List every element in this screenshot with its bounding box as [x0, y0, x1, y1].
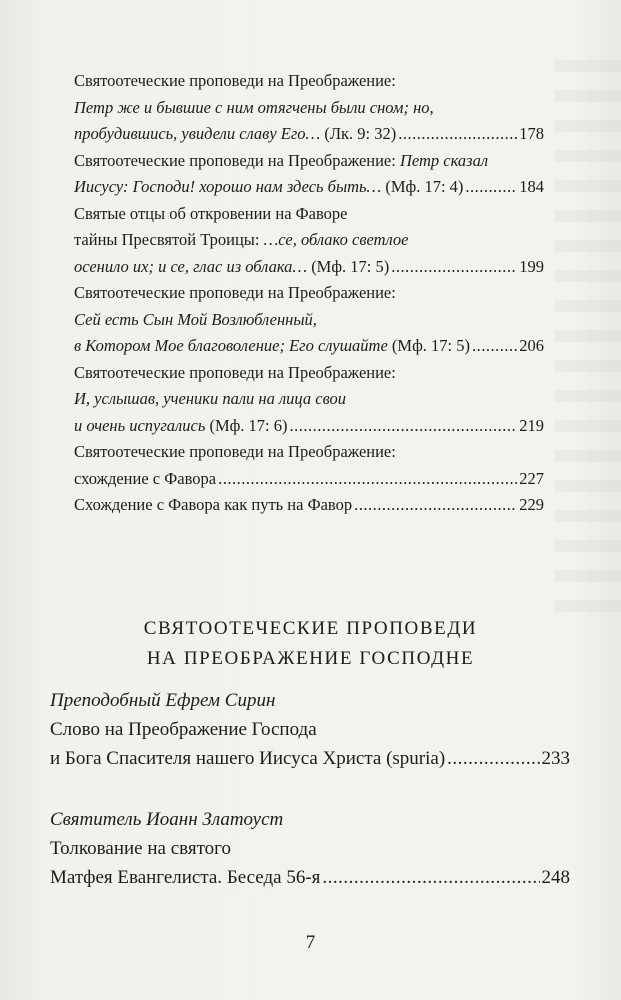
toc-roman-text: (Лк. 9: 32) — [320, 124, 397, 143]
toc-italic-text: Сей есть Сын Мой Возлюбленный, — [74, 309, 317, 329]
toc-line — [74, 466, 544, 493]
toc-roman-text: Схождение с Фавора как путь на Фавор — [74, 495, 353, 514]
toc-roman-text: Святоотеческие проповеди на Преображение: — [74, 150, 400, 170]
leader-dots — [398, 121, 517, 148]
toc-line — [50, 863, 570, 892]
toc-italic-text: Петр же и бывшие с ним отягчены были сном; но, — [74, 97, 434, 117]
toc-line-text — [74, 492, 352, 519]
toc-line-text: и Бога Спасителя нашего Иисуса Христа (spuria) — [50, 748, 446, 769]
toc-line — [74, 439, 544, 466]
toc-line-text — [74, 439, 396, 466]
toc-page-number: 229 — [519, 495, 544, 514]
toc-line — [74, 121, 544, 148]
toc-italic-text: в Котором Мое благоволение; Его слушайте — [74, 336, 388, 355]
toc-roman-text: (Мф. 17: 5) — [387, 336, 470, 355]
entry-spacer — [50, 773, 570, 805]
toc-line-text — [74, 254, 389, 281]
toc-line — [74, 95, 544, 122]
toc-line — [50, 715, 570, 744]
toc-line-text — [74, 227, 408, 254]
leader-dots — [391, 254, 517, 281]
bleed-through-text — [555, 60, 621, 620]
toc-italic-text: И, услышав, ученики пали на лица свои — [74, 389, 347, 408]
toc-line — [74, 148, 544, 175]
toc-line-text — [74, 121, 396, 148]
toc-line-text — [74, 174, 463, 201]
leader-dots — [290, 413, 518, 440]
toc-line — [74, 254, 544, 281]
toc-page-number: 227 — [519, 468, 544, 488]
toc-italic-text: Иисусу: Господи! хорошо нам здесь быть… — [74, 177, 382, 196]
toc-line — [50, 744, 570, 773]
toc-line-text — [74, 201, 348, 228]
toc-roman-text: Святые отцы об откровении на Фаворе — [74, 203, 348, 223]
page-number: 7 — [305, 932, 316, 953]
toc-page-number: 199 — [519, 256, 544, 276]
toc-section-1 — [74, 68, 544, 519]
toc-page-number: 206 — [519, 336, 544, 355]
leader-dots — [218, 466, 517, 493]
toc-roman-text: Святоотеческие проповеди на Преображение: — [74, 283, 396, 302]
toc-line — [50, 834, 570, 863]
leader-dots — [322, 863, 539, 892]
toc-line — [74, 492, 544, 519]
toc-line-text — [74, 68, 396, 95]
toc-roman-text: Святоотеческие проповеди на Преображение: — [74, 442, 396, 461]
toc-roman-text: (Мф. 17: 4) — [381, 177, 464, 196]
toc-line-text: Слово на Преображение Господа — [50, 719, 317, 740]
toc-line-text — [74, 413, 288, 440]
toc-italic-text: осенило их; и се, глас из облака… — [74, 256, 308, 276]
toc-line — [74, 174, 544, 201]
toc-page-number: 178 — [519, 124, 544, 143]
toc-page-number: 233 — [541, 748, 570, 769]
toc-line-text — [74, 280, 396, 307]
toc-line-text: Матфея Евангелиста. Беседа 56-я — [50, 867, 321, 888]
toc-page-number: 184 — [519, 177, 544, 196]
toc-italic-text: и очень испугались — [74, 415, 206, 435]
toc-line-text — [74, 466, 216, 493]
toc-line — [74, 386, 544, 413]
toc-line-text: Толкование на святого — [50, 838, 231, 859]
toc-roman-text: Святоотеческие проповеди на Преображение: — [74, 71, 396, 90]
toc-italic-text: Петр сказал — [399, 150, 489, 170]
toc-line — [74, 333, 544, 360]
toc-line — [74, 360, 544, 387]
toc-roman-text: схождение с Фавора — [74, 468, 217, 488]
toc-line-text — [74, 333, 470, 360]
leader-dots — [472, 333, 517, 360]
leader-dots — [465, 174, 517, 201]
heading-line-1: СВЯТООТЕЧЕСКИЕ ПРОПОВЕДИ — [143, 618, 478, 639]
toc-line — [74, 227, 544, 254]
heading-line-2: НА ПРЕОБРАЖЕНИЕ ГОСПОДНЕ — [146, 648, 475, 669]
toc-roman-text: (Мф. 17: 5) — [307, 256, 390, 276]
toc-line-text — [74, 148, 488, 175]
toc-line — [74, 307, 544, 334]
toc-roman-text: тайны Пресвятой Троицы: — [74, 230, 264, 249]
toc-author: Святитель Иоанн Златоуст — [50, 809, 284, 830]
toc-line — [74, 280, 544, 307]
toc-italic-text: …се, облако светлое — [263, 230, 409, 249]
toc-line — [74, 201, 544, 228]
toc-italic-text: пробудившись, увидели славу Его… — [74, 124, 321, 143]
toc-roman-text: (Мф. 17: 6) — [205, 415, 288, 435]
toc-section-2 — [50, 686, 570, 892]
toc-line — [74, 68, 544, 95]
toc-roman-text: Святоотеческие проповеди на Преображение: — [74, 362, 396, 382]
toc-page-number: 248 — [541, 867, 570, 888]
toc-line-text — [74, 95, 434, 122]
toc-page-number: 219 — [519, 415, 544, 435]
toc-line-text — [74, 307, 317, 334]
toc-author: Преподобный Ефрем Сирин — [50, 690, 276, 711]
toc-line-text — [74, 386, 346, 413]
leader-dots — [354, 492, 517, 519]
toc-line-text — [74, 360, 396, 387]
toc-line — [74, 413, 544, 440]
section-heading — [0, 614, 621, 674]
leader-dots — [447, 744, 539, 773]
